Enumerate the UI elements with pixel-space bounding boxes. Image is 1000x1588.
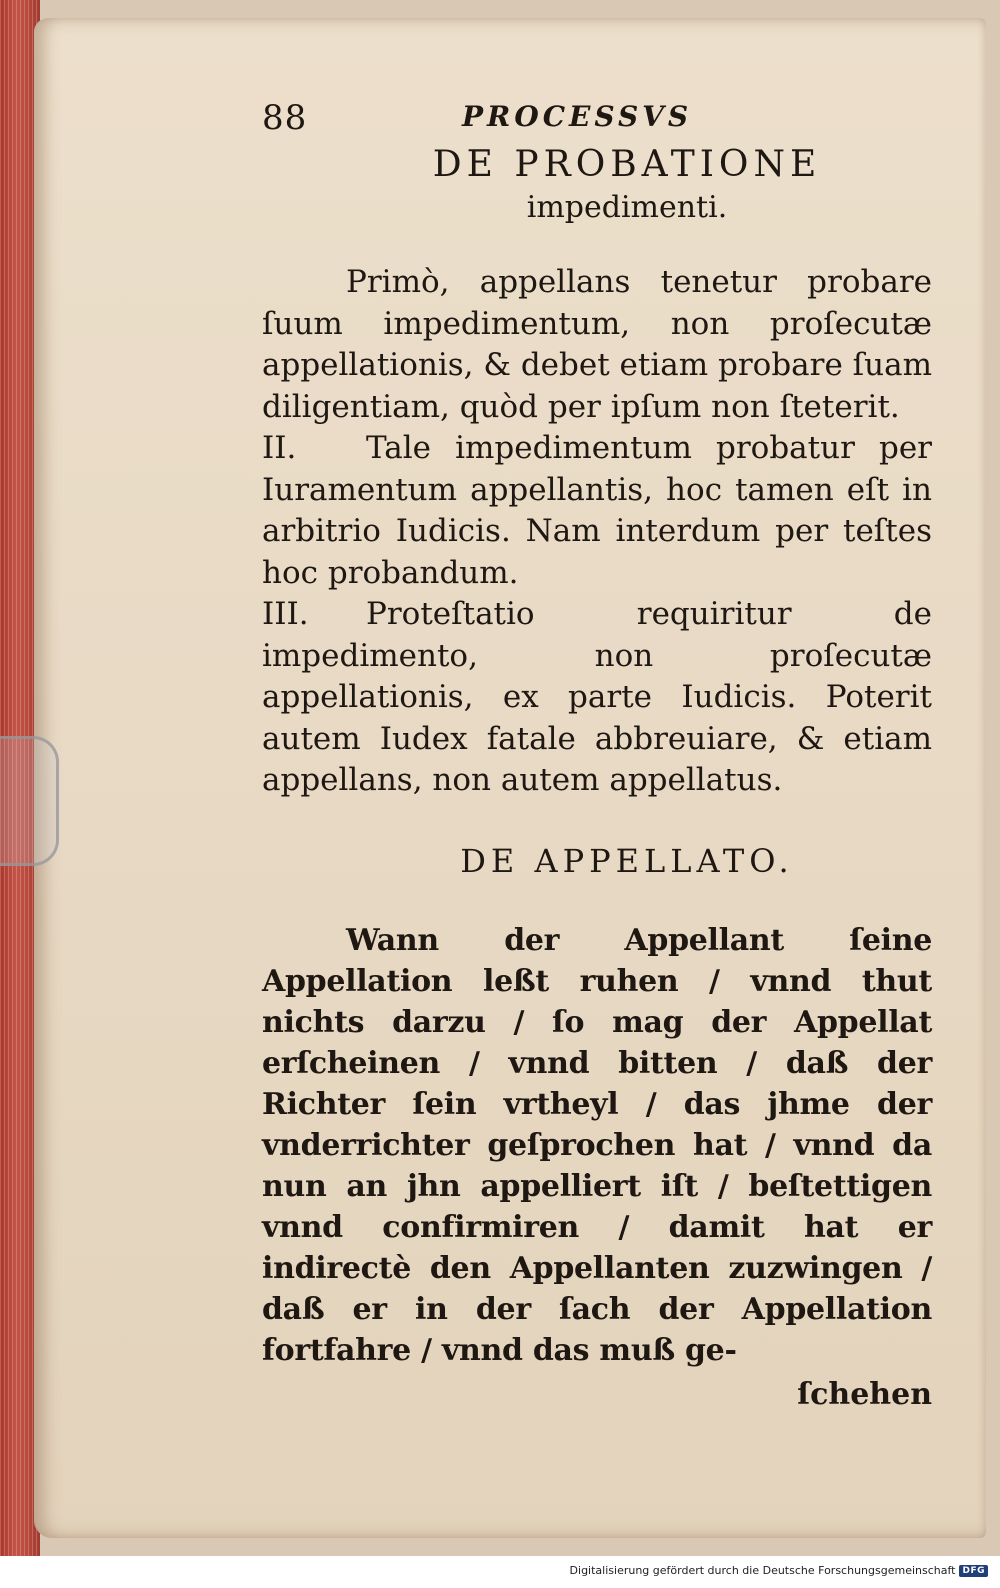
catchword: ſchehen [797, 1376, 932, 1412]
dfg-logo-icon: DFG [959, 1565, 988, 1577]
funding-credit [570, 1564, 988, 1577]
numeral-iii: III. [262, 596, 309, 632]
running-head [262, 96, 932, 144]
paragraph-ii [262, 428, 932, 594]
section-heading-appellato: DE APPELLATO. [460, 841, 794, 880]
footer-bar [0, 1556, 1000, 1588]
running-title: PROCESSVS [462, 100, 693, 133]
paragraph-ii-text: Tale impedimentum probatur per Iuramentum appellantis, hoc tamen eſt in arbitrio Iudicis. Nam interdum per teſtes hoc probandum. [262, 430, 932, 591]
latin-text [262, 262, 932, 802]
page-text [262, 96, 932, 1417]
paragraph-primo: Primò, appellans tenetur probare ſuum impedimentum, non proſecutæ appellationis, & debet etiam probare ſuam diligentiam, quòd per ipſum non ſteterit. [262, 264, 932, 425]
german-text [262, 920, 932, 1371]
paragraph-iii [262, 594, 932, 802]
paragraph-german: Wann der Appellant ſeine Appellation leßt ruhen / vnnd thut nichts darzu / ſo mag der Appellat erſcheinen / vnnd bitten / daß der Richter ſein vrtheyl / das jhme der vnderrichter geſprochen hat / vnnd da nun an jhn appelliert iſt / beſtettigen vnnd confirmiren / damit hat er indirectè den Appellanten zuzwingen / daß er in der ſach der Appellation fortfahre / vnnd das muß ge- [262, 922, 932, 1368]
paragraph-iii-text: Proteſtatio requiritur de impedimento, non proſecutæ appellationis, ex parte Iudicis. Poterit autem Iudex fatale abbreuiare, & etiam appellans, non autem appellatus. [262, 596, 932, 798]
section-subheading: impedimenti. [526, 190, 728, 225]
page-clip [0, 736, 59, 866]
page-number: 88 [262, 98, 308, 138]
numeral-ii: II. [262, 430, 297, 466]
section-heading-probatione: DE PROBATIONE [432, 144, 822, 185]
credit-text: Digitalisierung gefördert durch die Deutsche Forschungsgemeinschaft [569, 1564, 956, 1577]
